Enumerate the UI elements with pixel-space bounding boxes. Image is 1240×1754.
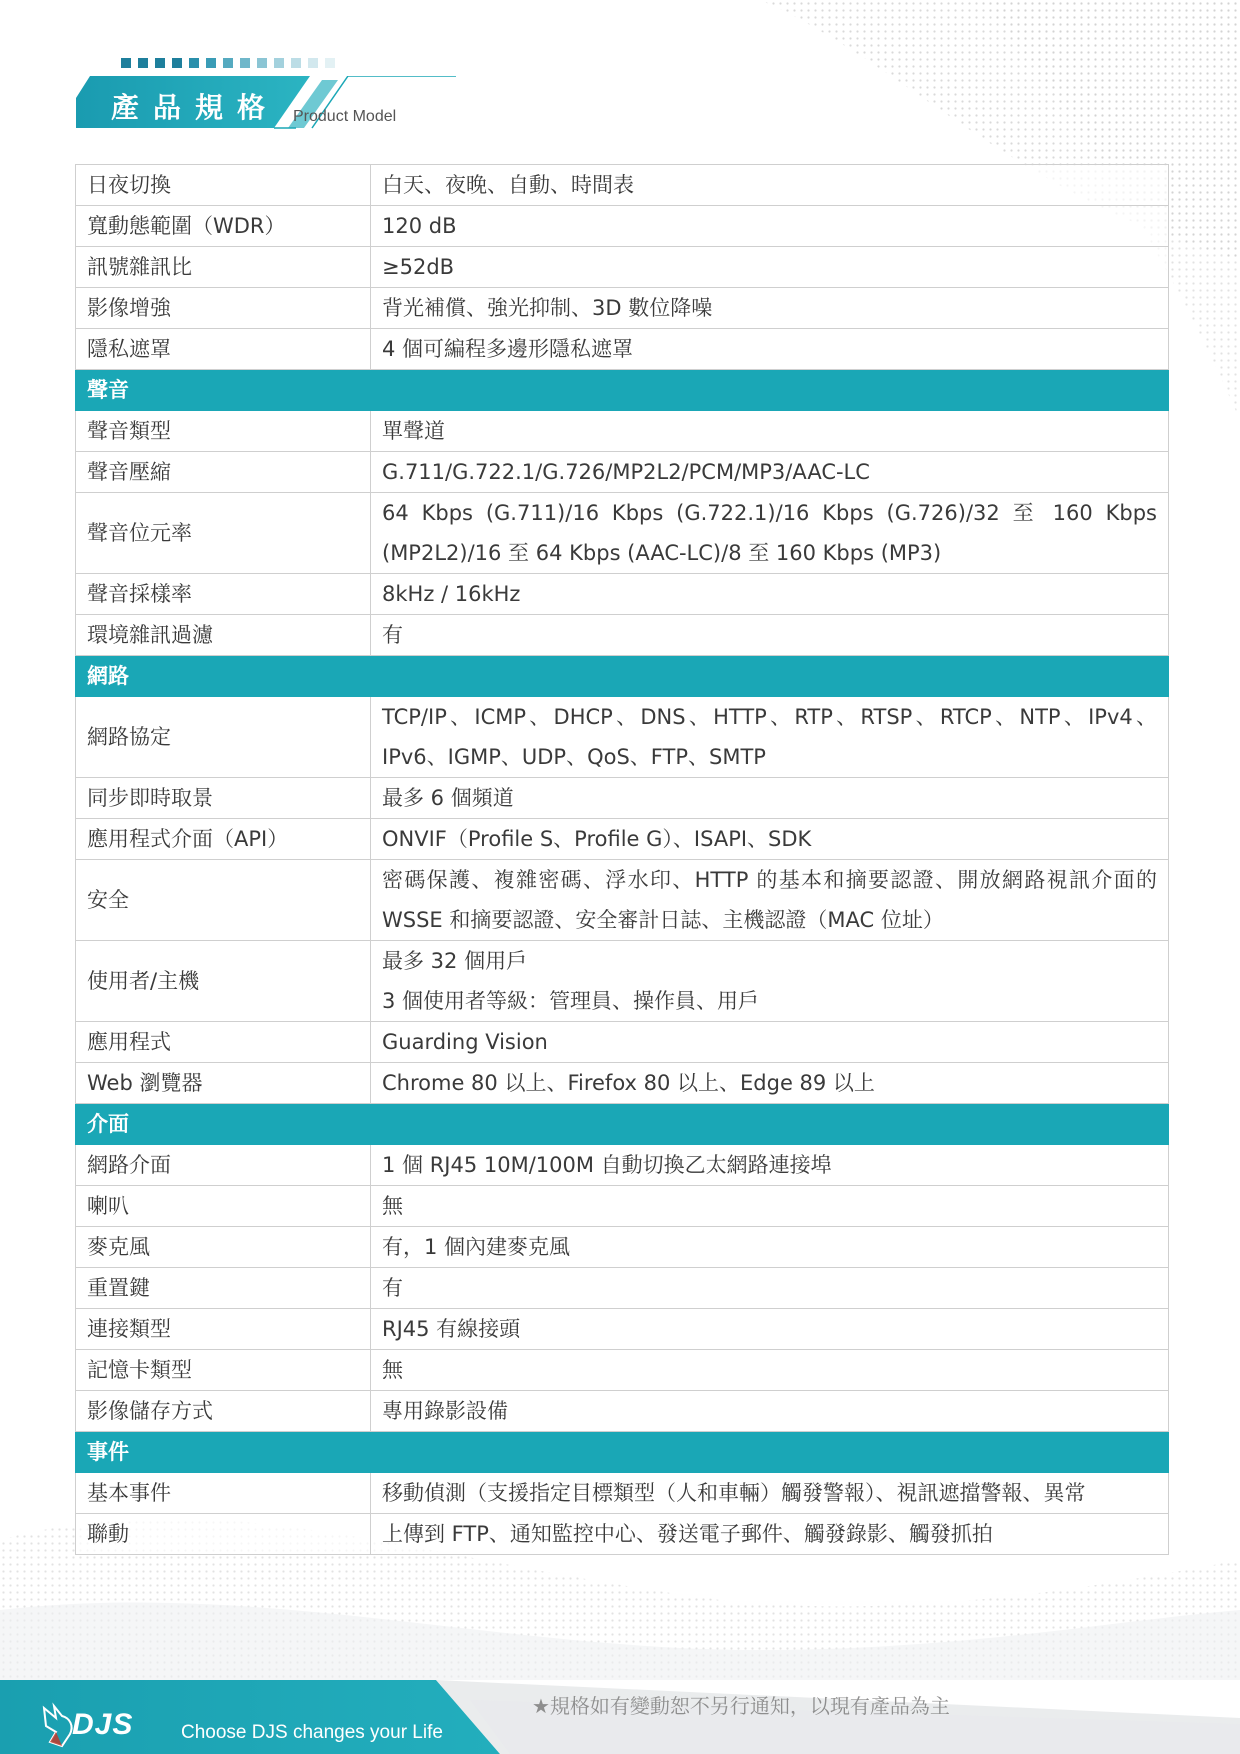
spec-label: 訊號雜訊比 — [76, 247, 371, 288]
spec-value-line: RJ45 有線接頭 — [382, 1317, 521, 1341]
spec-label: Web 瀏覽器 — [76, 1063, 371, 1104]
spec-value-line: 專用錄影設備 — [382, 1399, 508, 1423]
spec-row — [76, 1063, 1169, 1104]
section-header-row — [76, 370, 1169, 411]
spec-value-line: 無 — [382, 1194, 403, 1218]
section-header-row — [76, 1104, 1169, 1145]
spec-row — [76, 1268, 1169, 1309]
spec-value — [371, 1268, 1169, 1309]
spec-label: 喇叭 — [76, 1186, 371, 1227]
spec-value-line: 有 — [382, 1276, 403, 1300]
spec-value-line: 單聲道 — [382, 419, 445, 443]
spec-value — [371, 452, 1169, 493]
spec-value-line: ≥52dB — [382, 255, 455, 279]
spec-label: 記憶卡類型 — [76, 1350, 371, 1391]
spec-label: 網路協定 — [76, 697, 371, 778]
spec-label: 隱私遮罩 — [76, 329, 371, 370]
spec-label: 聲音類型 — [76, 411, 371, 452]
spec-table-body — [76, 165, 1169, 1555]
spec-row — [76, 411, 1169, 452]
section-title: 網路 — [76, 656, 1169, 697]
spec-label: 聯動 — [76, 1514, 371, 1555]
spec-value-line: Chrome 80 以上、Firefox 80 以上、Edge 89 以上 — [382, 1071, 875, 1095]
spec-label: 寬動態範圍（WDR） — [76, 206, 371, 247]
spec-value-line: ONVIF（Profile S、Profile G）、ISAPI、SDK — [382, 827, 812, 851]
spec-value — [371, 1063, 1169, 1104]
spec-row — [76, 941, 1169, 1022]
spec-value-line: 背光補償、強光抑制、3D 數位降噪 — [382, 296, 713, 320]
section-title: 介面 — [76, 1104, 1169, 1145]
section-title: 事件 — [76, 1432, 1169, 1473]
spec-value-line: 白天、夜晚、自動、時間表 — [382, 173, 634, 197]
spec-row — [76, 819, 1169, 860]
spec-value — [371, 165, 1169, 206]
footer-disclaimer: ★規格如有變動恕不另行通知，以現有產品為主 — [532, 1694, 950, 1718]
spec-value-line: 120 dB — [382, 214, 457, 238]
spec-value — [371, 206, 1169, 247]
spec-row — [76, 1227, 1169, 1268]
spec-value-line: 最多 32 個用戶 — [382, 949, 528, 973]
spec-row — [76, 288, 1169, 329]
header-squares-decoration — [121, 58, 335, 68]
spec-row — [76, 1514, 1169, 1555]
spec-label: 日夜切換 — [76, 165, 371, 206]
spec-label: 重置鍵 — [76, 1268, 371, 1309]
spec-value — [371, 1391, 1169, 1432]
spec-value-line: 最多 6 個頻道 — [382, 786, 514, 810]
section-header-row — [76, 656, 1169, 697]
spec-value — [371, 1514, 1169, 1555]
spec-label: 聲音壓縮 — [76, 452, 371, 493]
spec-value-line: 1 個 RJ45 10M/100M 自動切換乙太網路連接埠 — [382, 1153, 832, 1177]
spec-value — [371, 288, 1169, 329]
spec-label: 同步即時取景 — [76, 778, 371, 819]
spec-value-line: Guarding Vision — [382, 1030, 548, 1054]
spec-value-line: 有 — [382, 623, 403, 647]
spec-value — [371, 1309, 1169, 1350]
footer — [0, 1680, 1240, 1754]
spec-label: 安全 — [76, 860, 371, 941]
spec-label: 影像儲存方式 — [76, 1391, 371, 1432]
spec-label: 應用程式 — [76, 1022, 371, 1063]
unicorn-logo-icon — [40, 1702, 76, 1748]
spec-value — [371, 1186, 1169, 1227]
spec-label: 聲音位元率 — [76, 493, 371, 574]
spec-value-line: 移動偵測（支援指定目標類型（人和車輛）觸發警報）、視訊遮擋警報、異常 — [382, 1481, 1086, 1505]
spec-row — [76, 452, 1169, 493]
footer-brand: DJS — [72, 1708, 134, 1741]
spec-label: 影像增強 — [76, 288, 371, 329]
spec-value — [371, 1350, 1169, 1391]
spec-row — [76, 1309, 1169, 1350]
spec-row — [76, 1186, 1169, 1227]
spec-value — [371, 493, 1169, 574]
spec-value — [371, 1473, 1169, 1514]
section-title: 聲音 — [76, 370, 1169, 411]
spec-label: 連接類型 — [76, 1309, 371, 1350]
spec-value — [371, 411, 1169, 452]
spec-row — [76, 1022, 1169, 1063]
spec-row — [76, 1145, 1169, 1186]
spec-label: 使用者/主機 — [76, 941, 371, 1022]
spec-label: 網路介面 — [76, 1145, 371, 1186]
page-subtitle: Product Model — [293, 108, 397, 125]
spec-label: 麥克風 — [76, 1227, 371, 1268]
spec-value-line: 上傳到 FTP、通知監控中心、發送電子郵件、觸發錄影、觸發抓拍 — [382, 1522, 993, 1546]
spec-value-line: 密碼保護、複雜密碼、浮水印、HTTP 的基本和摘要認證、開放網路視訊介面的 WSSE 和摘要認證、安全審計日誌、主機認證（MAC 位址） — [382, 868, 1157, 932]
spec-row — [76, 329, 1169, 370]
spec-value — [371, 615, 1169, 656]
spec-row — [76, 493, 1169, 574]
spec-value — [371, 941, 1169, 1022]
spec-value — [371, 1227, 1169, 1268]
spec-row — [76, 860, 1169, 941]
spec-row — [76, 1350, 1169, 1391]
spec-value-line: 4 個可編程多邊形隱私遮罩 — [382, 337, 634, 361]
spec-label: 基本事件 — [76, 1473, 371, 1514]
spec-value-line: 8kHz / 16kHz — [382, 582, 521, 606]
spec-value — [371, 574, 1169, 615]
spec-row — [76, 615, 1169, 656]
spec-label: 環境雜訊過濾 — [76, 615, 371, 656]
spec-value-line: 無 — [382, 1358, 403, 1382]
spec-row — [76, 206, 1169, 247]
spec-value — [371, 1145, 1169, 1186]
spec-row — [76, 574, 1169, 615]
spec-value — [371, 819, 1169, 860]
spec-label: 聲音採樣率 — [76, 574, 371, 615]
spec-value — [371, 778, 1169, 819]
section-header-row — [76, 1432, 1169, 1473]
spec-value — [371, 860, 1169, 941]
section-header — [76, 56, 456, 136]
spec-row — [76, 247, 1169, 288]
spec-value — [371, 329, 1169, 370]
spec-table — [75, 164, 1169, 1555]
spec-row — [76, 697, 1169, 778]
spec-row — [76, 165, 1169, 206]
spec-value — [371, 697, 1169, 778]
spec-value — [371, 247, 1169, 288]
spec-value-line: TCP/IP、ICMP、DHCP、DNS、HTTP、RTP、RTSP、RTCP、NTP、IPv4、IPv6、IGMP、UDP、QoS、FTP、SMTP — [382, 705, 1157, 769]
page-title: 產品規格 — [111, 91, 280, 124]
spec-row — [76, 778, 1169, 819]
spec-value-line: 3 個使用者等級：管理員、操作員、用戶 — [382, 989, 760, 1013]
spec-label: 應用程式介面（API） — [76, 819, 371, 860]
spec-row — [76, 1391, 1169, 1432]
spec-row — [76, 1473, 1169, 1514]
footer-slogan: Choose DJS changes your Life — [181, 1722, 443, 1743]
spec-value-line: G.711/G.722.1/G.726/MP2L2/PCM/MP3/AAC-LC — [382, 460, 870, 484]
spec-value-line: 64 Kbps (G.711)/16 Kbps (G.722.1)/16 Kbps (G.726)/32 至 160 Kbps (MP2L2)/16 至 64 Kbps (AAC-LC)/8 至 160 Kbps (MP3) — [382, 501, 1157, 565]
spec-value-line: 有，1 個內建麥克風 — [382, 1235, 571, 1259]
spec-value — [371, 1022, 1169, 1063]
